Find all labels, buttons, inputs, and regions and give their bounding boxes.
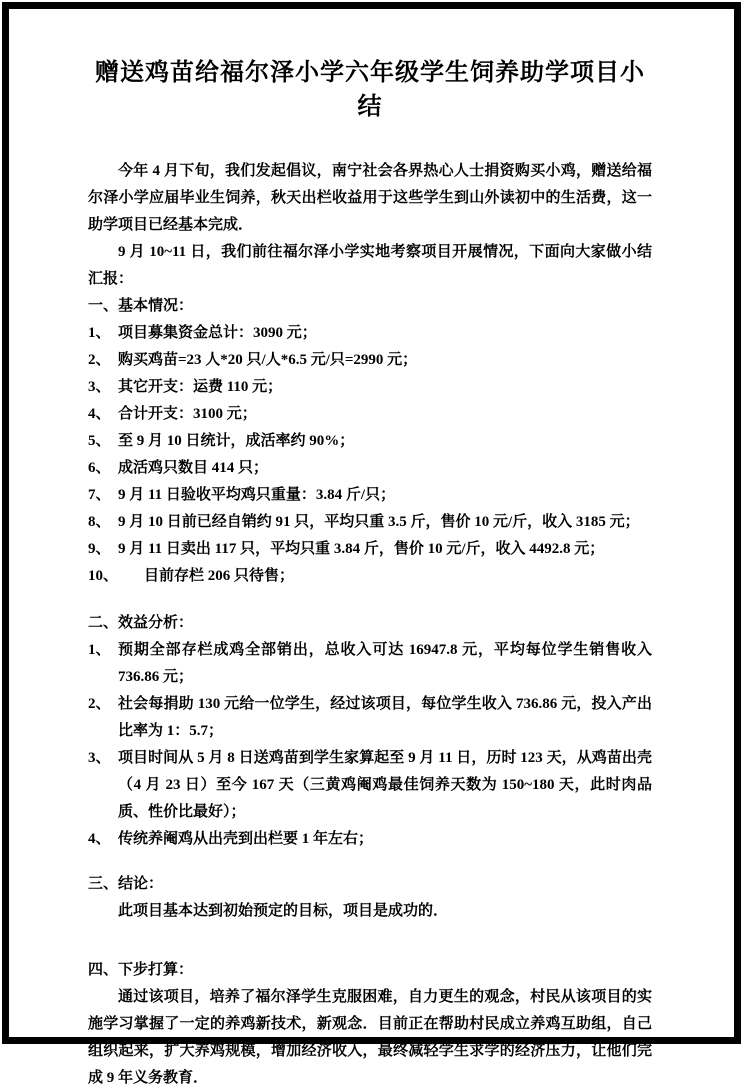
list-item	[88, 826, 652, 853]
benefit-analysis-list	[88, 637, 652, 853]
intro-paragraph-1: 今年 4 月下旬，我们发起倡议，南宁社会各界热心人士捐资购买小鸡，赠送给福尔泽小学应届毕业生饲养，秋天出栏收益用于这些学生到山外读初中的生活费，这一助学项目已经基本完成．	[88, 163, 652, 233]
section-heading-next-steps: 四、下步打算：	[88, 962, 194, 978]
item-number: 6、	[88, 460, 111, 476]
list-item	[88, 563, 652, 590]
section-heading-basic-info: 一、基本情况：	[88, 298, 194, 314]
item-text: 预期全部存栏成鸡全部销出，总收入可达 16947.8 元，平均每位学生销售收入 736.86 元；	[118, 642, 652, 685]
document-content	[88, 0, 652, 1092]
intro-paragraph-2: 9 月 10~11 日，我们前往福尔泽小学实地考察项目开展情况，下面向大家做小结汇报：	[88, 244, 652, 287]
list-item	[88, 320, 652, 347]
page-title: 赠送鸡苗给福尔泽小学六年级学生饲养助学项目小结	[95, 60, 645, 120]
list-item	[88, 347, 652, 374]
list-item	[88, 509, 652, 536]
item-number: 7、	[88, 487, 111, 503]
section-heading-conclusion: 三、结论：	[88, 876, 164, 892]
item-text: 传统养阉鸡从出壳到出栏要 1 年左右；	[118, 831, 374, 847]
next-steps-body: 通过该项目，培养了福尔泽学生克服困难，自力更生的观念，村民从该项目的实施学习掌握了一定的养鸡新技术，新观念．目前正在帮助村民成立养鸡互助组，自己组织起来，扩大养鸡规模，增加经济收入，最终减轻学生求学的经济压力，让他们完成 9 年义务教育．	[88, 989, 652, 1086]
item-number: 1、	[88, 325, 111, 341]
list-item	[88, 482, 652, 509]
item-number: 4、	[88, 831, 111, 847]
list-item	[88, 637, 652, 691]
section-heading-benefit-analysis: 二、效益分析：	[88, 615, 194, 631]
item-text: 项目募集资金总计：3090 元；	[118, 325, 317, 341]
item-text: 项目时间从 5 月 8 日送鸡苗到学生家算起至 9 月 11 日，历时 123 天，从鸡苗出壳（4 月 23 日）至今 167 天（三黄鸡阉鸡最佳饲养天数为 150~180 天，此时肉品质、性价比最好）；	[118, 750, 652, 820]
item-text: 9 月 11 日卖出 117 只，平均只重 3.84 斤，售价 10 元/斤，收入 4492.8 元；	[118, 541, 605, 557]
item-text: 社会每捐助 130 元给一位学生，经过该项目，每位学生收入 736.86 元，投入产出比率为 1：5.7；	[118, 696, 652, 739]
item-text: 成活鸡只数目 414 只；	[118, 460, 269, 476]
item-number: 9、	[88, 541, 111, 557]
item-number: 3、	[88, 750, 111, 766]
list-item	[88, 745, 652, 826]
item-number: 3、	[88, 379, 111, 395]
item-number: 5、	[88, 433, 111, 449]
item-number: 10、	[88, 568, 119, 584]
conclusion-body: 此项目基本达到初始预定的目标，项目是成功的．	[118, 903, 449, 919]
item-text: 合计开支：3100 元；	[118, 406, 257, 422]
item-number: 2、	[88, 696, 111, 712]
item-text: 9 月 11 日验收平均鸡只重量：3.84 斤/只；	[118, 487, 396, 503]
list-item	[88, 691, 652, 745]
list-item	[88, 428, 652, 455]
item-text: 9 月 10 日前已经自销约 91 只，平均只重 3.5 斤，售价 10 元/斤，收入 3185 元；	[118, 514, 640, 530]
item-text: 其它开支：运费 110 元；	[118, 379, 283, 395]
item-number: 8、	[88, 514, 111, 530]
list-item	[88, 455, 652, 482]
item-text: 目前存栏 206 只待售；	[144, 568, 295, 584]
item-number: 1、	[88, 642, 111, 658]
list-item	[88, 536, 652, 563]
list-item	[88, 374, 652, 401]
item-text: 至 9 月 10 日统计，成活率约 90%；	[118, 433, 355, 449]
item-number: 4、	[88, 406, 111, 422]
basic-info-list	[88, 320, 652, 590]
list-item	[88, 401, 652, 428]
item-number: 2、	[88, 352, 111, 368]
item-text: 购买鸡苗=23 人*20 只/人*6.5 元/只=2990 元；	[118, 352, 418, 368]
